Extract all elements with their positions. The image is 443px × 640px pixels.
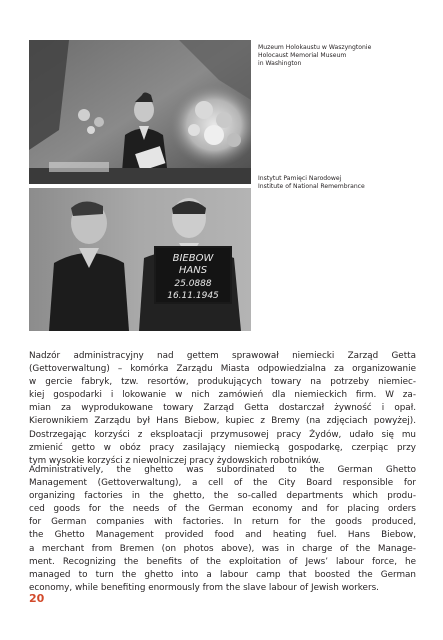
text-line: Kierownikiem Zarządu był Hans Biebow, kupiec z Bremy (na zdjęciach powyżej). xyxy=(29,416,416,427)
placard-line: BIEBOW xyxy=(172,253,214,264)
text-line: the Ghetto Management provided food and heating fuel. Hans Biebow, xyxy=(29,530,416,541)
placard-line: 25.0888 xyxy=(174,279,212,289)
text-line: (Gettoverwaltung) – komórka Zarządu Miasta odpowiedzialna za organizowanie xyxy=(29,364,416,375)
credit-line: Institute of National Remembrance xyxy=(258,183,365,191)
text-line: Dostrzegając korzyści z eksploatacji przymusowej pracy Żydów, udało się mu xyxy=(29,429,416,440)
photo-biebow-mugshot-image xyxy=(29,188,251,331)
placard-line: 16.11.1945 xyxy=(167,291,219,301)
text-line: w gercie fabryk, tzw. resortów, produkujących towary na potrzeby niemiec- xyxy=(29,377,416,388)
photo-biebow-mugshot xyxy=(29,188,251,331)
text-line: Nadzór administracyjny nad gettem sprawował niemiecki Zarząd Getta xyxy=(29,351,416,361)
text-line: economy, while benefiting enormously from the slave labour of Jewish workers. xyxy=(29,582,379,593)
credit-line: Instytut Pamięci Narodowej xyxy=(258,175,342,182)
text-line: ment. Recognizing the benefits of the exploitation of Jews’ labour force, he xyxy=(29,556,416,567)
photo-biebow-at-desk-image xyxy=(29,40,251,184)
text-line: for German companies with factories. In return for the goods produced, xyxy=(29,517,416,528)
photo-credit-bottom xyxy=(258,175,365,191)
credit-line: in Washington xyxy=(258,60,302,68)
text-line: a merchant from Bremen (on photos above), was in charge of the Manage- xyxy=(29,543,416,554)
credit-line: Muzeum Holokaustu w Waszyngtonie xyxy=(258,44,372,51)
placard-line: HANS xyxy=(178,265,208,276)
photo-biebow-at-desk xyxy=(29,40,251,184)
text-line: Management (Gettoverwaltung), a cell of the City Board responsible for xyxy=(29,478,416,489)
page-number: 20 xyxy=(29,592,45,605)
credit-line: Holocaust Memorial Museum xyxy=(258,52,347,60)
paragraph-polish xyxy=(29,350,416,468)
text-line: tym wysokie korzyści z niewolniczej pracy żydowskich robotników. xyxy=(29,455,321,466)
text-line: ced goods for the needs of the German economy and for placing orders xyxy=(29,504,416,515)
text-line: managed to turn the ghetto into a labour camp that boosted the German xyxy=(29,569,416,580)
text-line: zmienić getto w obóz pracy zasilający niemiecką gospodarkę, czerpiąc przy xyxy=(29,442,416,453)
text-line: mian za wyprodukowane towary Zarząd Getta dostarczał żywność i opał. xyxy=(29,403,416,414)
paragraph-english xyxy=(29,464,416,595)
text-line: kiej gospodarki i lokowanie w nich zamówień dla niemieckich firm. W za- xyxy=(29,390,416,401)
text-line: Administratively, the ghetto was subordinated to the German Ghetto xyxy=(29,465,416,475)
text-line: organizing factories in the ghetto, the so-called departments which produ- xyxy=(29,491,416,502)
photo-credit-top xyxy=(258,44,371,68)
